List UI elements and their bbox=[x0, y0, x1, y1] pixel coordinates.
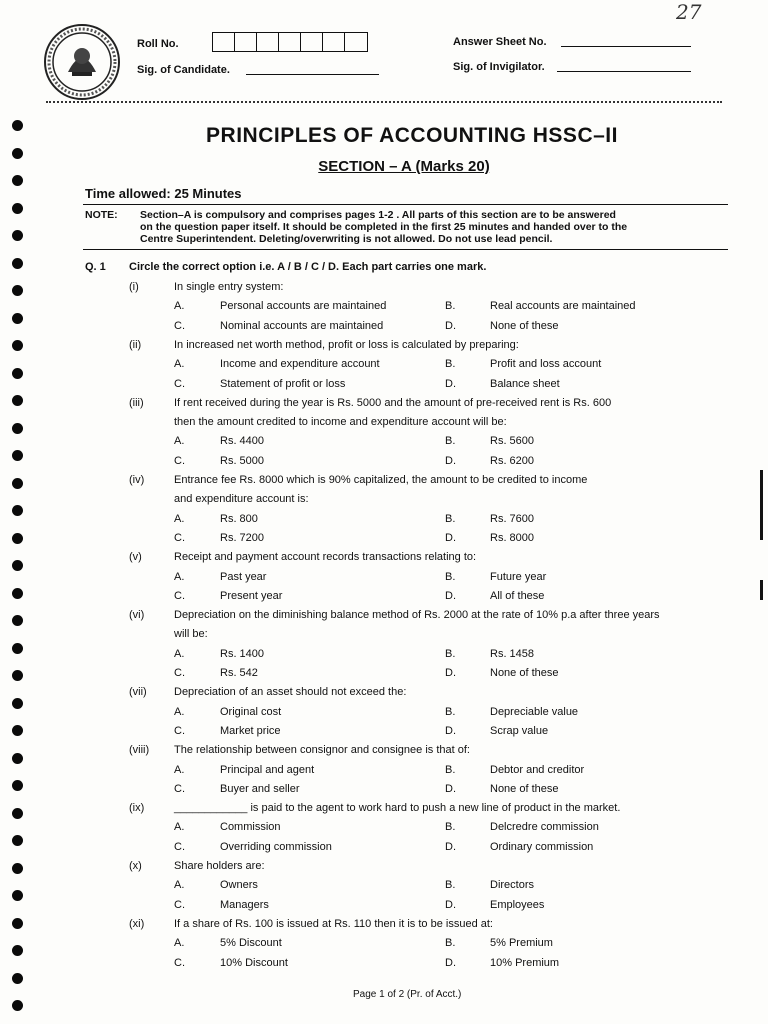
option-c[interactable]: Overriding commission bbox=[220, 840, 332, 853]
part-stem-line: then the amount credited to income and expenditure account will be: bbox=[174, 416, 507, 429]
part-stem-line: Depreciation of an asset should not exceed the: bbox=[174, 686, 407, 699]
option-d[interactable]: Balance sheet bbox=[490, 377, 560, 390]
part-number: (iii) bbox=[129, 396, 144, 409]
option-letter-a: A. bbox=[174, 647, 185, 660]
part-number: (ii) bbox=[129, 338, 142, 351]
binder-hole bbox=[12, 863, 23, 874]
binder-hole bbox=[12, 560, 23, 571]
option-c[interactable]: Rs. 5000 bbox=[220, 454, 265, 467]
part-number: (vii) bbox=[129, 686, 147, 699]
option-b[interactable]: Rs. 1458 bbox=[490, 647, 535, 660]
part-stem-line: In increased net worth method, profit or loss is calculated by preparing: bbox=[174, 338, 519, 351]
option-a[interactable]: Principal and agent bbox=[220, 763, 315, 776]
option-letter-d: D. bbox=[445, 319, 456, 332]
option-letter-d: D. bbox=[445, 377, 456, 390]
option-letter-c: C. bbox=[174, 377, 185, 390]
part-number: (iv) bbox=[129, 474, 145, 486]
exam-title: PRINCIPLES OF ACCOUNTING HSSC–II bbox=[206, 124, 618, 147]
option-letter-a: A. bbox=[174, 937, 185, 950]
binder-hole bbox=[12, 505, 23, 516]
option-c[interactable]: Managers bbox=[220, 898, 269, 911]
part-stem-line: Entrance fee Rs. 8000 which is 90% capitalized, the amount to be credited to income bbox=[174, 474, 588, 486]
binder-hole bbox=[12, 230, 23, 241]
binder-hole bbox=[12, 423, 23, 434]
option-letter-b: B. bbox=[445, 763, 456, 776]
option-letter-d: D. bbox=[445, 840, 456, 853]
option-b[interactable]: Rs. 5600 bbox=[490, 435, 535, 448]
option-letter-b: B. bbox=[445, 512, 456, 525]
binder-hole bbox=[12, 175, 23, 186]
option-b[interactable]: Depreciable value bbox=[490, 705, 579, 718]
time-allowed: Time allowed: 25 Minutes bbox=[85, 186, 242, 201]
option-letter-d: D. bbox=[445, 589, 456, 602]
part-stem-line: In single entry system: bbox=[174, 281, 284, 293]
option-letter-b: B. bbox=[445, 879, 456, 892]
option-d[interactable]: 10% Premium bbox=[490, 956, 560, 969]
option-letter-a: A. bbox=[174, 435, 185, 448]
option-letter-c: C. bbox=[174, 724, 185, 737]
option-letter-d: D. bbox=[445, 667, 456, 679]
roll-no-digit-box[interactable] bbox=[257, 33, 279, 51]
option-c[interactable]: Buyer and seller bbox=[220, 782, 300, 795]
part-stem-line: Share holders are: bbox=[174, 860, 265, 872]
option-a[interactable]: Past year bbox=[220, 570, 267, 583]
binder-hole bbox=[12, 698, 23, 709]
option-letter-a: A. bbox=[174, 512, 185, 525]
answer-sheet-field[interactable] bbox=[561, 46, 691, 47]
part-stem-line: The relationship between consignor and consignee is that of: bbox=[174, 744, 470, 757]
part-number: (xi) bbox=[129, 917, 145, 930]
option-letter-c: C. bbox=[174, 898, 185, 911]
option-c[interactable]: Rs. 542 bbox=[220, 667, 258, 679]
option-a[interactable]: 5% Discount bbox=[220, 937, 282, 950]
binder-hole bbox=[12, 533, 23, 544]
answer-sheet-label: Answer Sheet No. bbox=[453, 36, 547, 48]
binder-hole bbox=[12, 450, 23, 461]
binder-hole bbox=[12, 1000, 23, 1011]
option-c[interactable]: Statement of profit or loss bbox=[220, 377, 346, 390]
part-stem-line: Depreciation on the diminishing balance method of Rs. 2000 at the rate of 10% p.a after three years bbox=[174, 609, 660, 622]
option-letter-b: B. bbox=[445, 300, 456, 313]
part-number: (v) bbox=[129, 551, 142, 564]
part-stem-line: ____________ is paid to the agent to work hard to push a new line of product in the market. bbox=[174, 802, 621, 815]
option-b[interactable]: Debtor and creditor bbox=[490, 763, 585, 776]
roll-no-digit-box[interactable] bbox=[235, 33, 257, 51]
note-line: Section–A is compulsory and comprises pages 1-2 . All parts of this section are to be answered bbox=[140, 209, 616, 221]
binder-hole bbox=[12, 753, 23, 764]
option-a[interactable]: Rs. 1400 bbox=[220, 647, 265, 660]
part-number: (i) bbox=[129, 281, 139, 293]
section-title: SECTION – A (Marks 20) bbox=[318, 158, 490, 175]
option-b[interactable]: Directors bbox=[490, 879, 535, 892]
part-stem-line: will be: bbox=[174, 628, 208, 641]
option-c[interactable]: Present year bbox=[220, 589, 283, 602]
part-stem-line: Receipt and payment account records transactions relating to: bbox=[174, 551, 477, 564]
option-c[interactable]: Nominal accounts are maintained bbox=[220, 319, 384, 332]
option-letter-a: A. bbox=[174, 821, 185, 834]
option-letter-c: C. bbox=[174, 589, 185, 602]
sig-candidate-label: Sig. of Candidate. bbox=[137, 64, 230, 76]
header-divider bbox=[46, 101, 722, 103]
option-b[interactable]: Rs. 7600 bbox=[490, 512, 535, 525]
option-letter-d: D. bbox=[445, 454, 456, 467]
note-label: NOTE: bbox=[85, 209, 118, 221]
option-letter-c: C. bbox=[174, 667, 185, 679]
option-letter-a: A. bbox=[174, 763, 185, 776]
binder-hole bbox=[12, 918, 23, 929]
option-letter-a: A. bbox=[174, 879, 185, 892]
option-b[interactable]: Real accounts are maintained bbox=[490, 300, 636, 313]
binder-hole bbox=[12, 258, 23, 269]
option-c[interactable]: 10% Discount bbox=[220, 956, 288, 969]
question-number: Q. 1 bbox=[85, 261, 106, 273]
option-d[interactable]: Rs. 8000 bbox=[490, 531, 535, 544]
option-c[interactable]: Rs. 7200 bbox=[220, 531, 265, 544]
binder-hole bbox=[12, 395, 23, 406]
binder-hole bbox=[12, 780, 23, 791]
option-letter-a: A. bbox=[174, 300, 185, 313]
roll-no-digit-box[interactable] bbox=[323, 33, 345, 51]
option-letter-c: C. bbox=[174, 782, 185, 795]
option-d[interactable]: None of these bbox=[490, 782, 559, 795]
option-letter-c: C. bbox=[174, 531, 185, 544]
binder-hole bbox=[12, 670, 23, 681]
binder-hole bbox=[12, 615, 23, 626]
binder-hole bbox=[12, 368, 23, 379]
option-letter-a: A. bbox=[174, 570, 185, 583]
option-letter-c: C. bbox=[174, 840, 185, 853]
option-d[interactable]: All of these bbox=[490, 589, 545, 602]
option-letter-a: A. bbox=[174, 358, 185, 371]
note-line: on the question paper itself. It should be completed in the first 25 minutes and handed over to the bbox=[140, 221, 628, 233]
binder-hole bbox=[12, 203, 23, 214]
roll-no-boxes[interactable] bbox=[212, 32, 368, 52]
binder-hole bbox=[12, 313, 23, 324]
option-d[interactable]: None of these bbox=[490, 667, 559, 679]
part-number: (ix) bbox=[129, 802, 145, 815]
option-letter-d: D. bbox=[445, 956, 456, 969]
binder-hole bbox=[12, 890, 23, 901]
option-letter-b: B. bbox=[445, 937, 456, 950]
roll-no-digit-box[interactable] bbox=[213, 33, 235, 51]
roll-no-label: Roll No. bbox=[137, 38, 179, 50]
sig-invigilator-field[interactable] bbox=[557, 71, 691, 72]
option-letter-b: B. bbox=[445, 570, 456, 583]
option-letter-c: C. bbox=[174, 454, 185, 467]
note-top-rule bbox=[83, 204, 728, 205]
option-letter-b: B. bbox=[445, 647, 456, 660]
option-c[interactable]: Market price bbox=[220, 724, 281, 737]
edge-mark bbox=[760, 580, 763, 600]
binder-hole bbox=[12, 588, 23, 599]
option-letter-c: C. bbox=[174, 956, 185, 969]
binder-hole bbox=[12, 340, 23, 351]
option-a[interactable]: Owners bbox=[220, 879, 258, 892]
option-letter-b: B. bbox=[445, 705, 456, 718]
option-d[interactable]: Employees bbox=[490, 898, 545, 911]
option-a[interactable]: Personal accounts are maintained bbox=[220, 300, 387, 313]
option-b[interactable]: Future year bbox=[490, 570, 547, 583]
note-text bbox=[140, 209, 730, 245]
option-d[interactable]: Scrap value bbox=[490, 724, 549, 737]
option-a[interactable]: Rs. 4400 bbox=[220, 435, 265, 448]
note-bottom-rule bbox=[83, 249, 728, 250]
option-a[interactable]: Income and expenditure account bbox=[220, 358, 380, 371]
option-letter-c: C. bbox=[174, 319, 185, 332]
option-letter-d: D. bbox=[445, 531, 456, 544]
option-letter-d: D. bbox=[445, 724, 456, 737]
part-number: (vi) bbox=[129, 609, 145, 622]
option-a[interactable]: Original cost bbox=[220, 705, 282, 718]
page-footer: Page 1 of 2 (Pr. of Acct.) bbox=[353, 989, 462, 1000]
binder-hole bbox=[12, 945, 23, 956]
part-number: (x) bbox=[129, 860, 142, 872]
binder-hole bbox=[12, 835, 23, 846]
option-a[interactable]: Rs. 800 bbox=[220, 512, 258, 525]
part-number: (viii) bbox=[129, 744, 150, 757]
roll-no-digit-box[interactable] bbox=[279, 33, 301, 51]
board-seal-logo bbox=[42, 22, 122, 102]
option-letter-b: B. bbox=[445, 821, 456, 834]
note-line: Centre Superintendent. Deleting/overwriting is not allowed. Do not use lead pencil. bbox=[140, 233, 553, 245]
option-letter-d: D. bbox=[445, 782, 456, 795]
binder-hole bbox=[12, 725, 23, 736]
edge-mark bbox=[760, 470, 763, 540]
option-d[interactable]: None of these bbox=[490, 319, 559, 332]
sig-invigilator-label: Sig. of Invigilator. bbox=[453, 61, 545, 73]
binder-hole bbox=[12, 643, 23, 654]
option-letter-a: A. bbox=[174, 705, 185, 718]
option-d[interactable]: Rs. 6200 bbox=[490, 454, 535, 467]
part-stem-line: If rent received during the year is Rs. 5000 and the amount of pre-received rent is Rs. 600 bbox=[174, 396, 612, 409]
option-b[interactable]: Profit and loss account bbox=[490, 358, 602, 371]
option-d[interactable]: Ordinary commission bbox=[490, 840, 594, 853]
part-stem-line: and expenditure account is: bbox=[174, 493, 309, 506]
option-b[interactable]: Delcredre commission bbox=[490, 821, 599, 834]
option-letter-b: B. bbox=[445, 358, 456, 371]
binder-hole bbox=[12, 478, 23, 489]
option-letter-d: D. bbox=[445, 898, 456, 911]
part-stem-line: If a share of Rs. 100 is issued at Rs. 110 then it is to be issued at: bbox=[174, 917, 493, 930]
binder-hole bbox=[12, 285, 23, 296]
question-instruction: Circle the correct option i.e. A / B / C / D. Each part carries one mark. bbox=[129, 261, 487, 273]
roll-no-digit-box[interactable] bbox=[345, 33, 367, 51]
option-a[interactable]: Commission bbox=[220, 821, 281, 834]
option-b[interactable]: 5% Premium bbox=[490, 937, 553, 950]
binder-hole bbox=[12, 808, 23, 819]
sig-candidate-field[interactable] bbox=[246, 74, 379, 75]
roll-no-digit-box[interactable] bbox=[301, 33, 323, 51]
handwritten-page-mark: 27 bbox=[676, 0, 702, 24]
option-letter-b: B. bbox=[445, 435, 456, 448]
binder-hole bbox=[12, 973, 23, 984]
